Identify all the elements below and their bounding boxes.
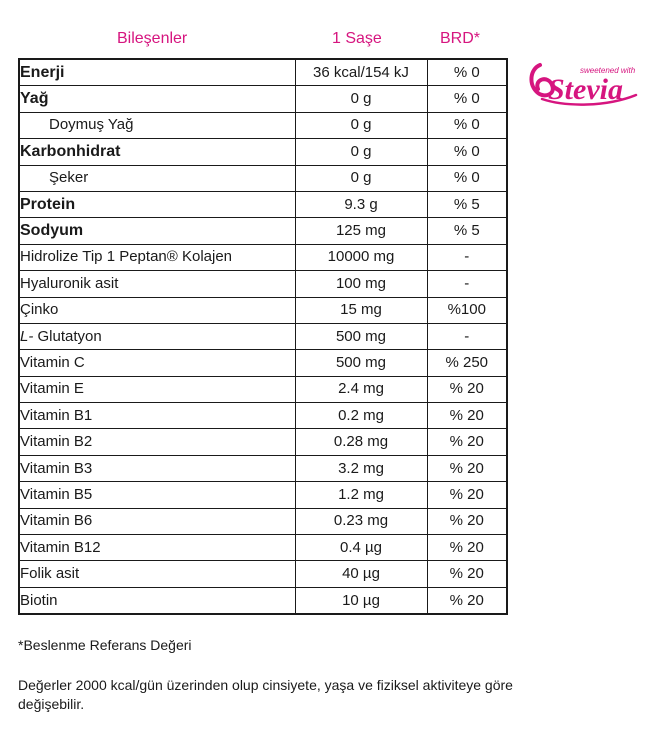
row-brd: % 0	[427, 86, 507, 112]
row-name: Şeker	[19, 165, 295, 191]
table-row	[19, 350, 507, 376]
column-header-per-sachet: 1 Saşe	[332, 30, 382, 47]
row-brd: % 0	[427, 165, 507, 191]
table-row	[19, 112, 507, 138]
row-quantity: 10000 mg	[295, 244, 427, 270]
row-quantity: 125 mg	[295, 218, 427, 244]
row-brd: -	[427, 323, 507, 349]
row-name: Yağ	[19, 86, 295, 112]
row-brd: % 0	[427, 139, 507, 165]
table-row	[19, 508, 507, 534]
row-name: Vitamin C	[19, 350, 295, 376]
row-brd: % 0	[427, 112, 507, 138]
row-quantity: 2.4 mg	[295, 376, 427, 402]
row-quantity: 0.4 µg	[295, 535, 427, 561]
row-quantity: 0 g	[295, 165, 427, 191]
table-row	[19, 561, 507, 587]
row-brd: % 20	[427, 403, 507, 429]
table-row	[19, 165, 507, 191]
row-name: Folik asit	[19, 561, 295, 587]
row-name: Vitamin B5	[19, 482, 295, 508]
column-header-brd: BRD*	[440, 30, 481, 47]
row-name: Hidrolize Tip 1 Peptan® Kolajen	[19, 244, 295, 270]
row-quantity: 500 mg	[295, 350, 427, 376]
row-name: Doymuş Yağ	[19, 112, 295, 138]
stevia-logo	[526, 55, 638, 113]
stevia-logo-graphic	[526, 55, 638, 113]
table-row	[19, 191, 507, 217]
row-name: Enerji	[19, 59, 295, 86]
row-name: Biotin	[19, 587, 295, 614]
row-quantity: 0 g	[295, 112, 427, 138]
row-quantity: 1.2 mg	[295, 482, 427, 508]
row-brd: % 20	[427, 376, 507, 402]
table-row	[19, 218, 507, 244]
row-brd: -	[427, 244, 507, 270]
table-row	[19, 297, 507, 323]
row-brd: -	[427, 271, 507, 297]
logo-tagline: sweetened with	[580, 66, 636, 75]
table-row	[19, 139, 507, 165]
table-row	[19, 86, 507, 112]
row-name-glutathione	[19, 323, 295, 349]
row-quantity: 40 µg	[295, 561, 427, 587]
row-name-prefix: L-	[20, 327, 34, 345]
table-row	[19, 376, 507, 402]
row-brd: % 20	[427, 482, 507, 508]
table-row	[19, 535, 507, 561]
row-brd: % 20	[427, 587, 507, 614]
row-quantity: 0 g	[295, 86, 427, 112]
table-row	[19, 59, 507, 86]
row-brd: % 250	[427, 350, 507, 376]
row-name: Çinko	[19, 297, 295, 323]
table-row	[19, 271, 507, 297]
row-quantity: 15 mg	[295, 297, 427, 323]
row-name: Vitamin B12	[19, 535, 295, 561]
row-brd: % 5	[427, 191, 507, 217]
row-quantity: 100 mg	[295, 271, 427, 297]
row-name-text: Glutatyon	[33, 327, 102, 345]
row-name: Protein	[19, 191, 295, 217]
nutrition-table	[18, 58, 508, 615]
row-quantity: 9.3 g	[295, 191, 427, 217]
table-row	[19, 587, 507, 614]
row-quantity: 0.28 mg	[295, 429, 427, 455]
row-name: Hyaluronik asit	[19, 271, 295, 297]
table-row	[19, 429, 507, 455]
row-quantity: 0.23 mg	[295, 508, 427, 534]
row-quantity: 0.2 mg	[295, 403, 427, 429]
row-brd: % 0	[427, 59, 507, 86]
row-brd: % 20	[427, 561, 507, 587]
footnote: *Beslenme Referans Değeri	[18, 637, 192, 653]
row-name: Vitamin B6	[19, 508, 295, 534]
row-name: Vitamin B1	[19, 403, 295, 429]
table-row	[19, 482, 507, 508]
row-name: Vitamin B3	[19, 455, 295, 481]
logo-brand: Stevia	[548, 73, 623, 106]
column-header-ingredients: Bileşenler	[117, 30, 188, 47]
row-quantity: 0 g	[295, 139, 427, 165]
row-name: Karbonhidrat	[19, 139, 295, 165]
row-brd: %100	[427, 297, 507, 323]
row-quantity: 3.2 mg	[295, 455, 427, 481]
row-brd: % 20	[427, 429, 507, 455]
row-name: Sodyum	[19, 218, 295, 244]
table-row	[19, 455, 507, 481]
row-brd: % 20	[427, 535, 507, 561]
table-row	[19, 323, 507, 349]
row-name: Vitamin E	[19, 376, 295, 402]
reference-note: Değerler 2000 kcal/gün üzerinden olup cinsiyete, yaşa ve fiziksel aktiviteye göre değişebilir.	[18, 677, 513, 712]
row-quantity: 500 mg	[295, 323, 427, 349]
row-name: Vitamin B2	[19, 429, 295, 455]
row-brd: % 20	[427, 508, 507, 534]
row-quantity: 36 kcal/154 kJ	[295, 59, 427, 86]
row-brd: % 20	[427, 455, 507, 481]
table-row	[19, 403, 507, 429]
table-row	[19, 244, 507, 270]
row-quantity: 10 µg	[295, 587, 427, 614]
row-brd: % 5	[427, 218, 507, 244]
